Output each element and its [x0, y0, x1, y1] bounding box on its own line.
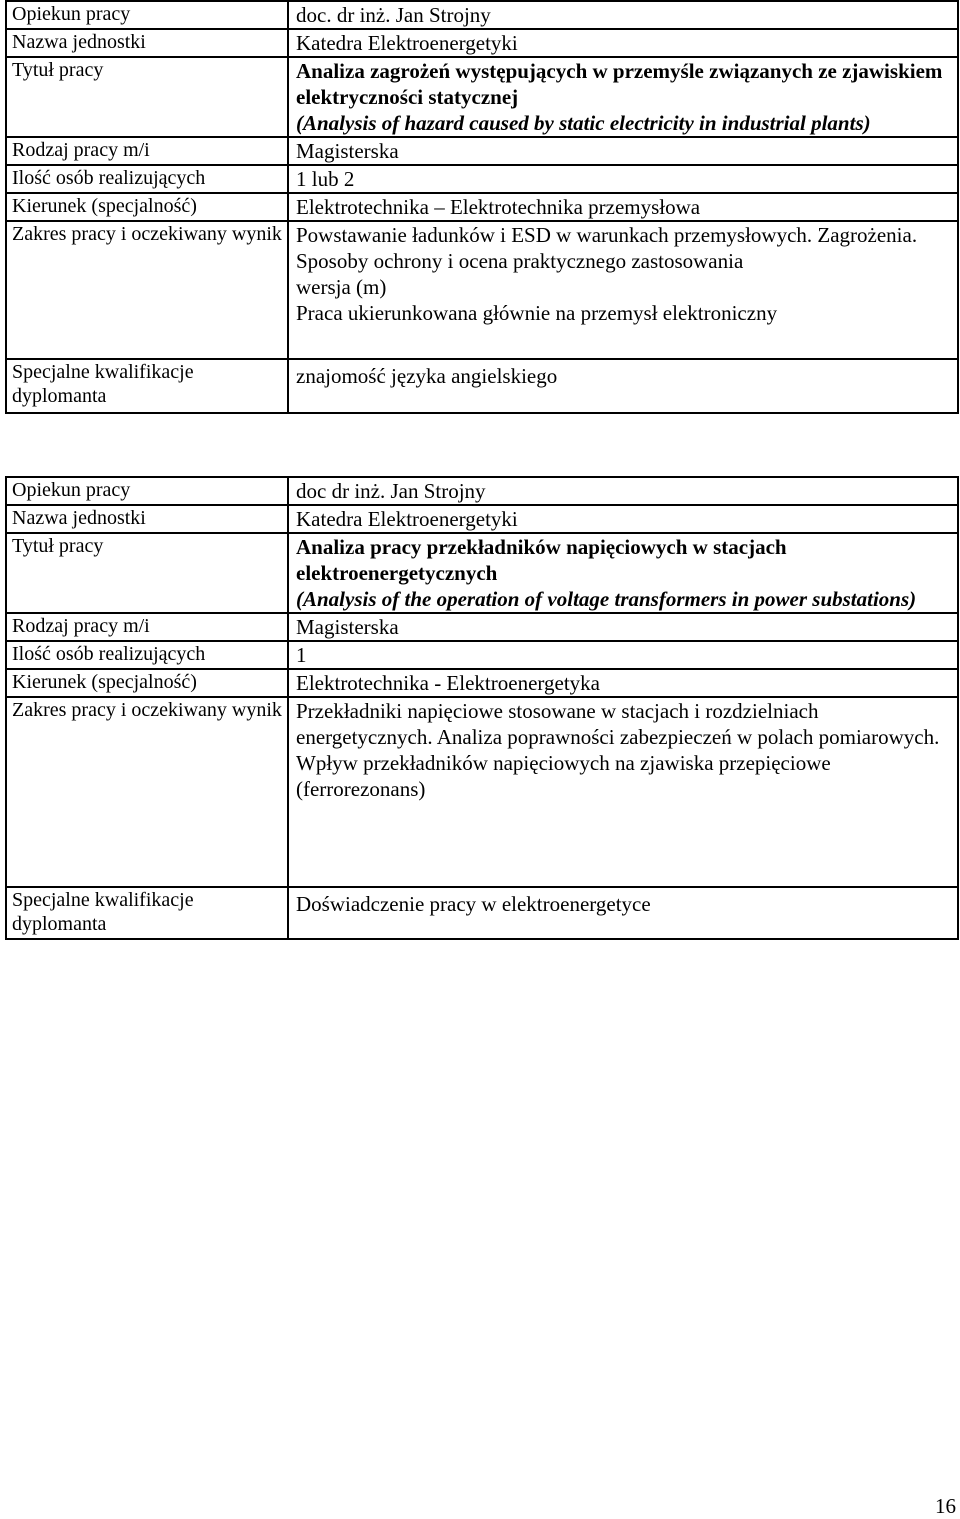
thesis-card-1: [5, 0, 959, 414]
value-scope: [288, 697, 958, 887]
label-type: Rodzaj pracy m/i: [6, 137, 288, 165]
row-field: [6, 669, 958, 697]
value-field: Elektrotechnika – Elektrotechnika przemysłowa: [288, 193, 958, 221]
label-type: Rodzaj pracy m/i: [6, 613, 288, 641]
label-supervisor: Opiekun pracy: [6, 477, 288, 505]
title-polish: Analiza zagrożeń występujących w przemyśle związanych ze zjawiskiem elektryczności statycznej: [296, 59, 943, 109]
value-field: Elektrotechnika - Elektroenergetyka: [288, 669, 958, 697]
page-number: 16: [935, 1494, 956, 1518]
value-type: Magisterska: [288, 613, 958, 641]
value-title: [288, 533, 958, 613]
row-title: [6, 533, 958, 613]
row-field: [6, 193, 958, 221]
label-qualifications: Specjalne kwalifikacje dyplomanta: [6, 359, 288, 413]
row-qualifications: [6, 887, 958, 939]
scope-line: Przekładniki napięciowe stosowane w stacjach i rozdzielniach energetycznych. Analiza poprawności zabezpieczeń w polach pomiarowych. Wpływ przekładników napięciowych na zjawiska przepięciowe (ferrorezonans): [296, 699, 940, 801]
scope-line: Praca ukierunkowana głównie na przemysł elektroniczny: [296, 301, 778, 325]
value-qualifications: znajomość języka angielskiego: [288, 359, 958, 413]
title-english: (Analysis of the operation of voltage transformers in power substations): [296, 587, 917, 611]
label-supervisor: Opiekun pracy: [6, 1, 288, 29]
row-persons: [6, 641, 958, 669]
value-type: Magisterska: [288, 137, 958, 165]
label-scope: Zakres pracy i oczekiwany wynik: [6, 697, 288, 887]
label-scope: Zakres pracy i oczekiwany wynik: [6, 221, 288, 359]
row-unit: [6, 505, 958, 533]
value-title: [288, 57, 958, 137]
label-title: Tytuł pracy: [6, 533, 288, 613]
label-persons: Ilość osób realizujących: [6, 641, 288, 669]
row-supervisor: [6, 477, 958, 505]
thesis-card-2: [5, 476, 959, 940]
row-title: [6, 57, 958, 137]
row-scope: [6, 697, 958, 887]
scope-line: wersja (m): [296, 275, 387, 299]
scope-line: Powstawanie ładunków i ESD w warunkach przemysłowych. Zagrożenia. Sposoby ochrony i ocena praktycznego zastosowania: [296, 223, 918, 273]
row-type: [6, 613, 958, 641]
label-unit: Nazwa jednostki: [6, 29, 288, 57]
value-persons: 1 lub 2: [288, 165, 958, 193]
row-supervisor: [6, 1, 958, 29]
value-qualifications: Doświadczenie pracy w elektroenergetyce: [288, 887, 958, 939]
title-polish: Analiza pracy przekładników napięciowych w stacjach elektroenergetycznych: [296, 535, 787, 585]
value-scope: [288, 221, 958, 359]
row-scope: [6, 221, 958, 359]
value-supervisor: doc. dr inż. Jan Strojny: [288, 1, 958, 29]
title-english: (Analysis of hazard caused by static electricity in industrial plants): [296, 111, 871, 135]
label-field: Kierunek (specjalność): [6, 669, 288, 697]
label-qualifications: Specjalne kwalifikacje dyplomanta: [6, 887, 288, 939]
row-unit: [6, 29, 958, 57]
value-unit: Katedra Elektroenergetyki: [288, 29, 958, 57]
row-persons: [6, 165, 958, 193]
label-unit: Nazwa jednostki: [6, 505, 288, 533]
value-unit: Katedra Elektroenergetyki: [288, 505, 958, 533]
value-supervisor: doc dr inż. Jan Strojny: [288, 477, 958, 505]
value-persons: 1: [288, 641, 958, 669]
label-field: Kierunek (specjalność): [6, 193, 288, 221]
row-type: [6, 137, 958, 165]
label-title: Tytuł pracy: [6, 57, 288, 137]
row-qualifications: [6, 359, 958, 413]
label-persons: Ilość osób realizujących: [6, 165, 288, 193]
